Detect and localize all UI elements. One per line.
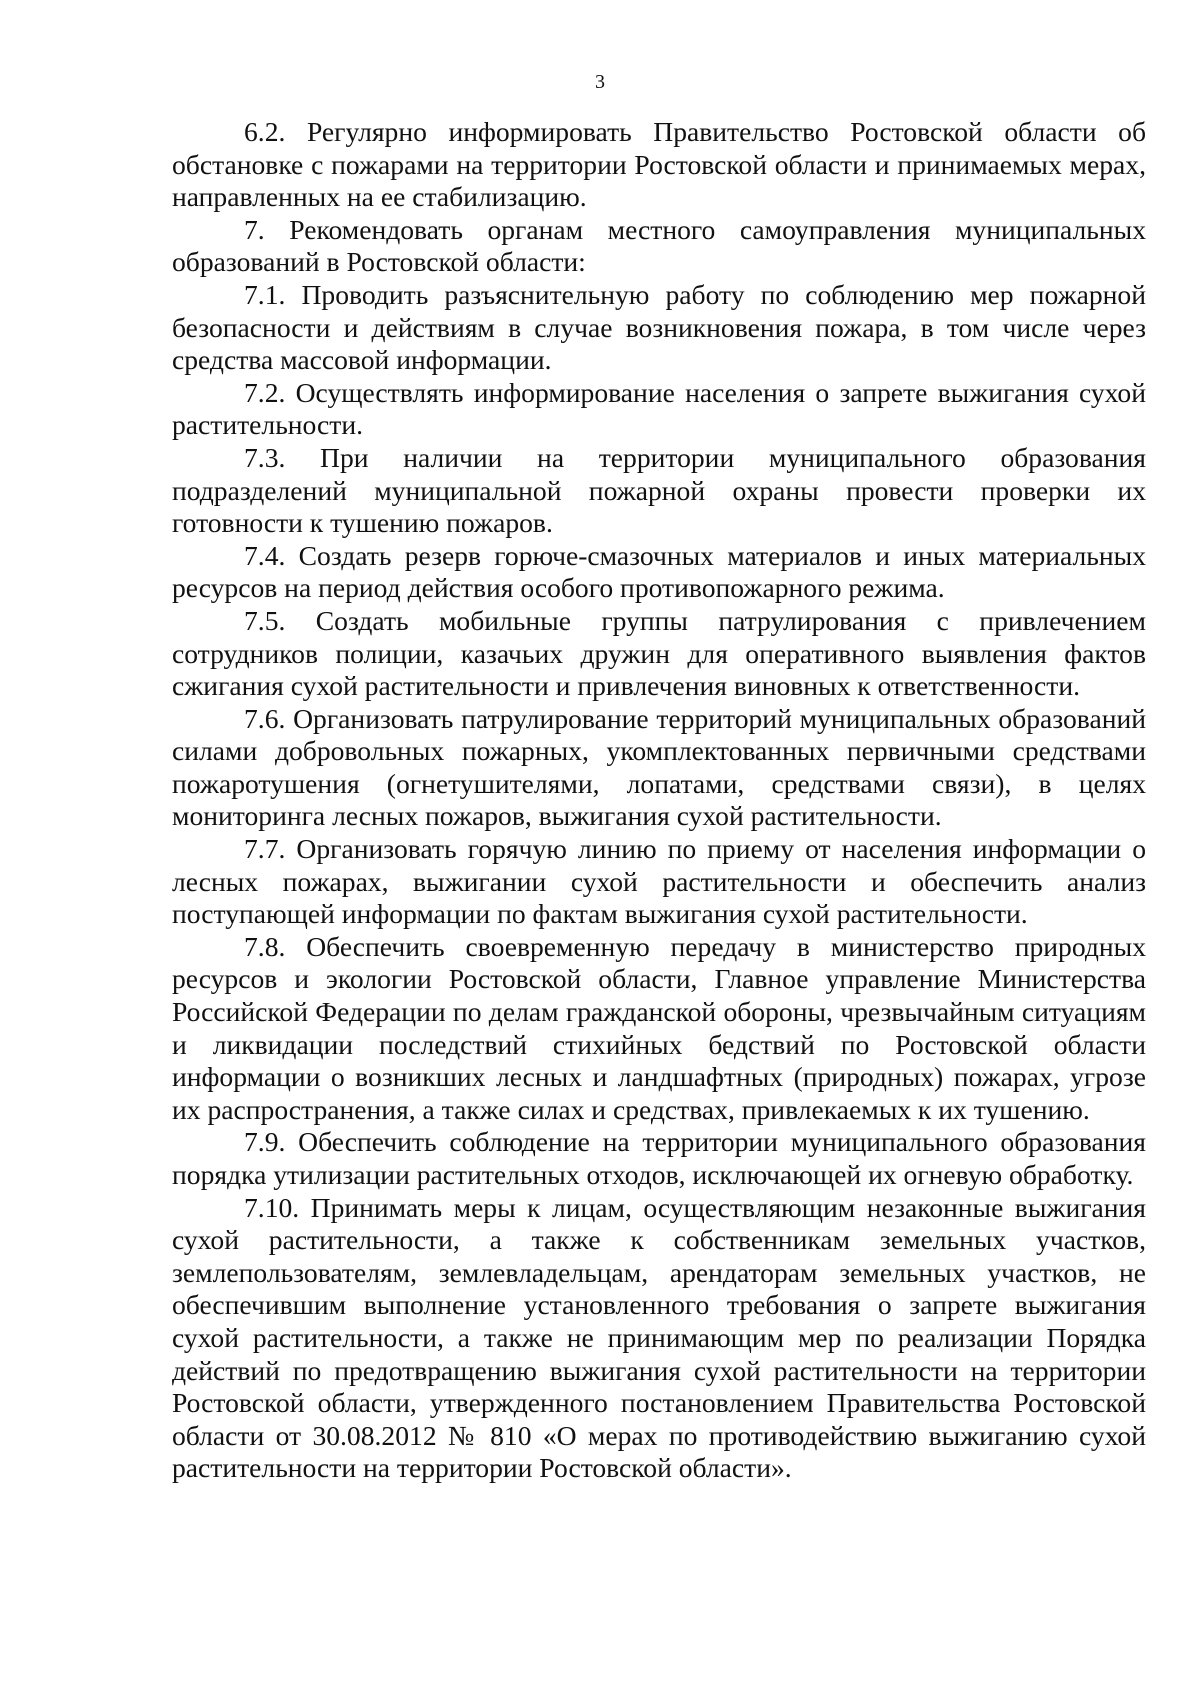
paragraph-7: 7. Рекомендовать органам местного самоуправления муниципальных образований в Ростовской области: <box>172 213 1146 278</box>
paragraph-7-8: 7.8. Обеспечить своевременную передачу в министерство природных ресурсов и экологии Ростовской области, Главное управление Министерства Российской Федерации по делам гражданской обороны, чрезвычайным ситуациям и ликвидации последствий стихийных бедствий по Ростовской области информации о возникших лесных и ландшафтных (природных) пожарах, угрозе их распространения, а также силах и средствах, привлекаемых к их тушению. <box>172 930 1146 1125</box>
paragraph-7-3: 7.3. При наличии на территории муниципального образования подразделений муниципальной пожарной охраны провести проверки их готовности к тушению пожаров. <box>172 441 1146 539</box>
paragraph-7-4: 7.4. Создать резерв горюче-смазочных материалов и иных материальных ресурсов на период действия особого противопожарного режима. <box>172 539 1146 604</box>
paragraph-7-9: 7.9. Обеспечить соблюдение на территории муниципального образования порядка утилизации растительных отходов, исключающей их огневую обработку. <box>172 1126 1146 1190</box>
paragraph-7-7: 7.7. Организовать горячую линию по приему от населения информации о лесных пожарах, выжигании сухой растительности и обеспечить анализ поступающей информации по фактам выжигания сухой растительности. <box>172 833 1146 930</box>
paragraph-6-2: 6.2. Регулярно информировать Правительство Ростовской области об обстановке с пожарами на территории Ростовской области и принимаемых мерах, направленных на ее стабилизацию. <box>172 116 1146 213</box>
page-number: 3 <box>595 71 605 93</box>
document-body <box>172 116 1146 1485</box>
paragraph-7-6: 7.6. Организовать патрулирование территорий муниципальных образований силами добровольных пожарных, укомплектованных первичными средствами пожаротушения (огнетушителями, лопатами, средствами связи), в целях мониторинга лесных пожаров, выжигания сухой растительности. <box>172 702 1146 832</box>
paragraph-7-10: 7.10. Принимать меры к лицам, осуществляющим незаконные выжигания сухой растительности, а также к собственникам земельных участков, землепользователям, землевладельцам, арендаторам земельных участков, не обеспечившим выполнение установленного требования о запрете выжигания сухой растительности, а также не принимающим мер по реализации Порядка действий по предотвращению выжигания сухой растительности на территории Ростовской области, утвержденного постановлением Правительства Ростовской области от 30.08.2012 № 810 «О мерах по противодействию выжиганию сухой растительности на территории Ростовской области». <box>172 1191 1146 1484</box>
paragraph-7-5: 7.5. Создать мобильные группы патрулирования с привлечением сотрудников полиции, казачьих дружин для оперативного выявления фактов сжигания сухой растительности и привлечения виновных к ответственности. <box>172 604 1146 702</box>
paragraph-7-2: 7.2. Осуществлять информирование населения о запрете выжигания сухой растительности. <box>172 376 1146 441</box>
paragraph-7-1: 7.1. Проводить разъяснительную работу по соблюдению мер пожарной безопасности и действиям в случае возникновения пожара, в том числе через средства массовой информации. <box>172 278 1146 376</box>
